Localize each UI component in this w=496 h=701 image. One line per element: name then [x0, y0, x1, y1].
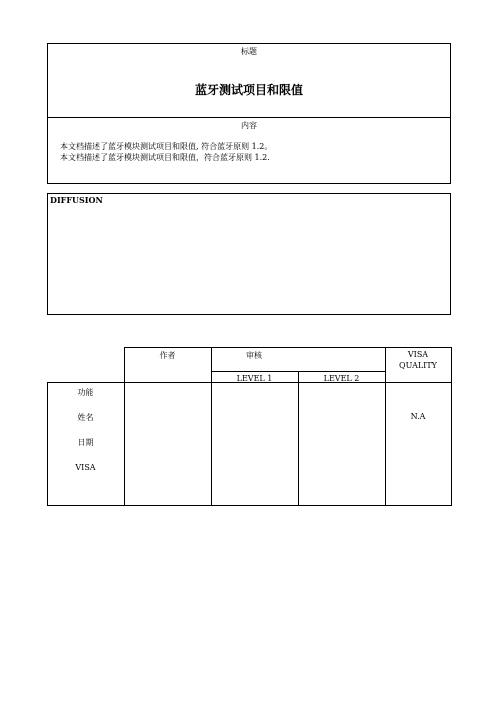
diffusion-label: DIFFUSION	[50, 195, 103, 205]
diffusion-box	[47, 193, 451, 315]
visa-quality-na: N.A	[410, 412, 426, 421]
review-header: 审核	[246, 351, 262, 360]
col2-border	[211, 347, 212, 506]
col4-border	[385, 347, 386, 506]
content-line-2: 本文档描述了蓝牙模块测试项目和限值，符合蓝牙原则 1.2.	[60, 153, 270, 162]
row-label-date: 日期	[77, 438, 94, 447]
content-line-1: 本文档描述了蓝牙模块测试项目和限值, 符合蓝牙原则 1.2。	[60, 142, 273, 151]
row-label-visa: VISA	[75, 463, 96, 472]
author-header: 作者	[159, 351, 176, 360]
visa-quality-header-line2: QUALITY	[399, 361, 437, 370]
table-bottom-border	[47, 505, 452, 506]
table-right-border	[451, 347, 452, 506]
title-label: 标题	[241, 47, 257, 56]
document-title: 蓝牙测试项目和限值	[194, 83, 303, 97]
content-label: 内容	[241, 121, 257, 130]
level2-header: LEVEL 2	[323, 374, 360, 383]
row-label-function: 功能	[77, 388, 94, 397]
table-top-border	[124, 347, 452, 348]
level1-header: LEVEL 1	[236, 374, 273, 383]
visa-quality-header-line1: VISA	[407, 350, 429, 359]
row-label-name: 姓名	[77, 413, 94, 422]
col1-border	[124, 347, 125, 506]
header-divider	[47, 117, 451, 118]
col3-border	[298, 371, 299, 506]
